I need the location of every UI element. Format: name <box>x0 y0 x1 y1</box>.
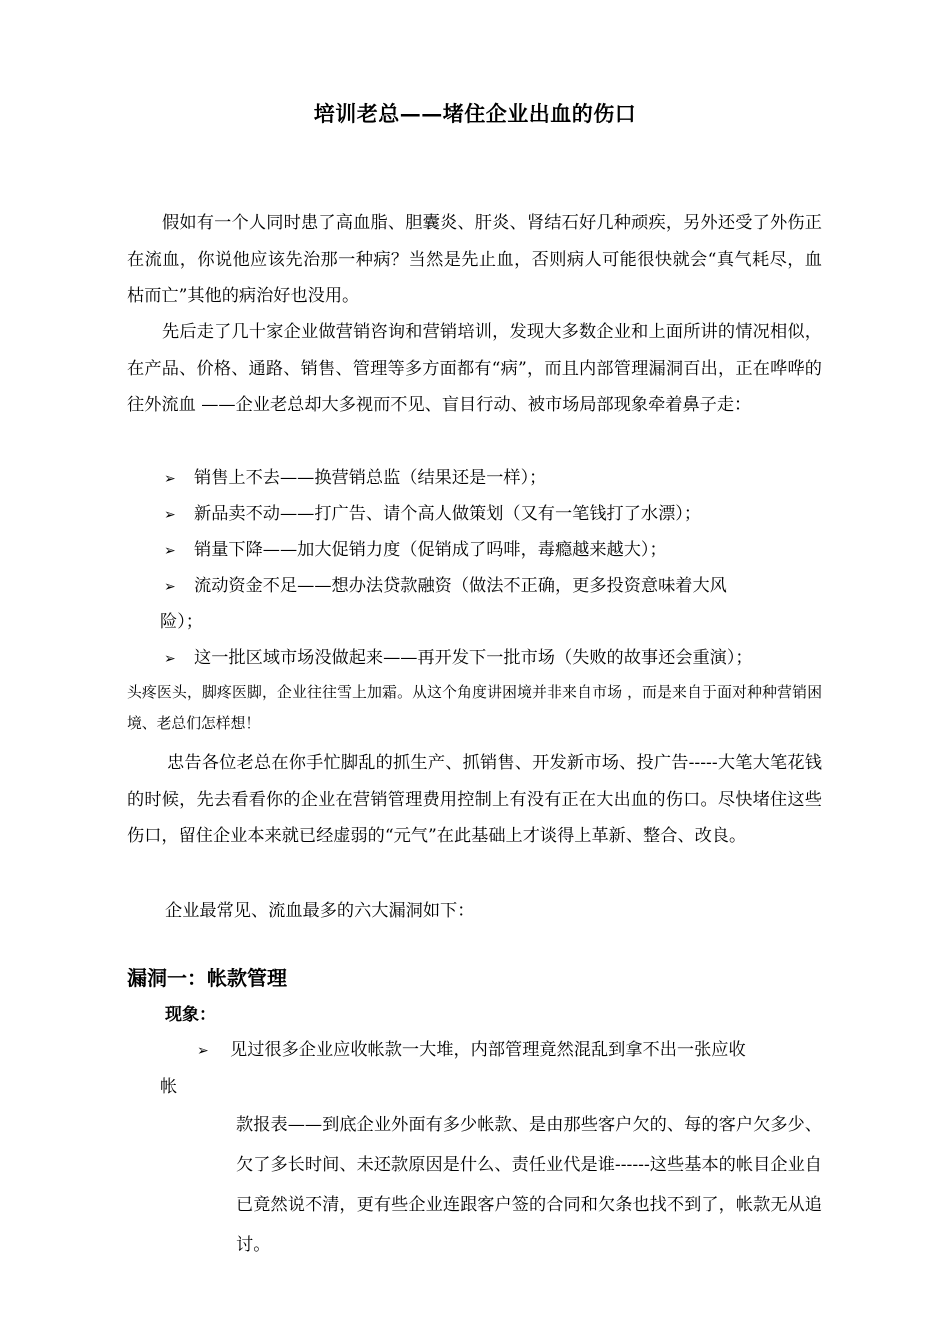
document-title: 培训老总——堵住企业出血的伤口 <box>313 101 637 126</box>
bullet-item-4 <box>164 568 824 606</box>
arrow-bullet-icon: ➢ <box>197 1043 209 1059</box>
bullet-item-3 <box>164 532 824 570</box>
arrow-bullet-icon: ➢ <box>164 543 176 559</box>
bullet-item-1 <box>164 460 824 498</box>
six-holes-intro: 企业最常见、流血最多的六大漏洞如下： <box>165 901 475 921</box>
section-bullet-item <box>197 1032 827 1070</box>
section-subheading: 现象： <box>165 1005 216 1025</box>
section-bullet-continuation: 帐 <box>160 1077 178 1097</box>
bullet-text: 见过很多企业应收帐款一大堆，内部管理竟然混乱到拿不出一张应收 <box>230 1040 746 1060</box>
bullet-text: 销售上不去——换营销总监（结果还是一样）； <box>194 468 547 488</box>
small-note: 头疼医头，脚疼医脚，企业往往雪上加霜。从这个角度讲困境并非来自市场 ，而是来自于面对种种营销困境、老总们怎样想！ <box>127 684 822 732</box>
arrow-bullet-icon: ➢ <box>164 579 176 595</box>
bullet-item-2 <box>164 496 824 534</box>
bullet-text: 流动资金不足——想办法贷款融资（做法不正确，更多投资意味着大风 <box>194 576 727 596</box>
intro-paragraph-1: 假如有一个人同时患了高血脂、胆囊炎、肝炎、肾结石好几种顽疾，另外还受了外伤正在流血，你说他应该先治那一种病？当然是先止血，否则病人可能很快就会“真气耗尽，血枯而亡”其他的病治好也没用。 <box>127 213 822 306</box>
arrow-bullet-icon: ➢ <box>164 471 176 487</box>
bullet-item-5 <box>164 640 824 678</box>
section-bullet-paragraph: 款报表——到底企业外面有多少帐款、是由那些客户欠的、每的客户欠多少、欠了多长时间、未还款原因是什么、责任业代是谁------这些基本的帐目企业自已竟然说不清，更有些企业连跟客户签的合同和欠条也找不到了，帐款无从追讨。 <box>236 1115 822 1255</box>
advice-paragraph: 忠告各位老总在你手忙脚乱的抓生产、抓销售、开发新市场、投广告-----大笔大笔花钱的时候，先去看看你的企业在营销管理费用控制上有没有正在大出血的伤口。尽快堵住这些伤口，留住企业本来就已经虚弱的“元气”在此基础上才谈得上革新、整合、改良。 <box>127 753 822 846</box>
intro-paragraph-2: 先后走了几十家企业做营销咨询和营销培训，发现大多数企业和上面所讲的情况相似，在产品、价格、通路、销售、管理等多方面都有“病”，而且内部管理漏洞百出，正在哗哗的往外流血 ——企业老总却大多视而不见、盲目行动、被市场局部现象牵着鼻子走： <box>127 322 822 415</box>
arrow-bullet-icon: ➢ <box>164 651 176 667</box>
bullet-item-4-continuation: 险）； <box>160 612 203 632</box>
arrow-bullet-icon: ➢ <box>164 507 176 523</box>
bullet-text: 这一批区域市场没做起来——再开发下一批市场（失败的故事还会重演）； <box>194 648 753 668</box>
bullet-text: 销量下降——加大促销力度（促销成了吗啡，毒瘾越来越大）； <box>194 540 667 560</box>
section-heading: 漏洞一：帐款管理 <box>127 966 287 990</box>
bullet-text: 新品卖不动——打广告、请个高人做策划（又有一笔钱打了水漂）； <box>194 504 702 524</box>
